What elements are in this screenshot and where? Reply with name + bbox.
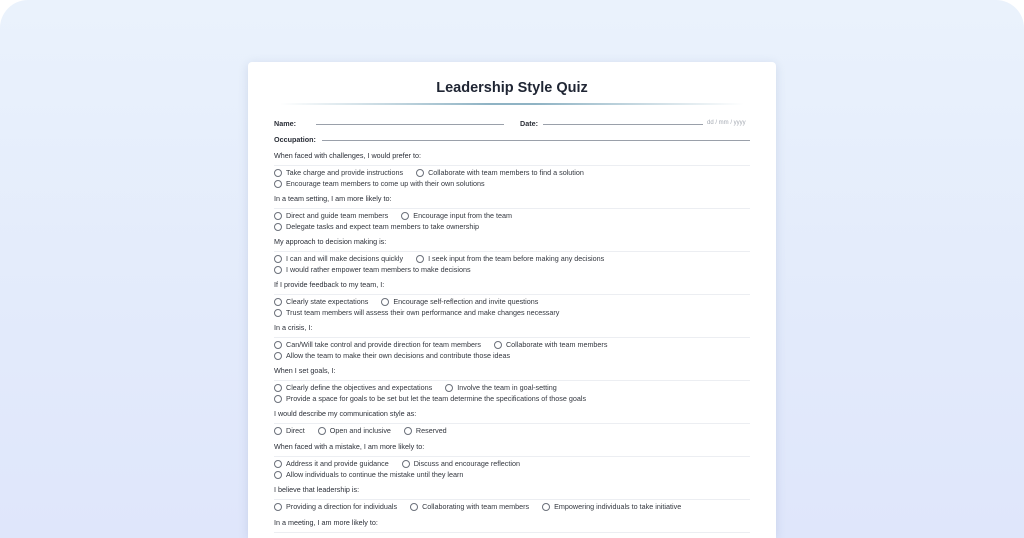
option-label: Take charge and provide instructions: [286, 168, 404, 177]
question-text: When faced with a mistake, I am more likely to:: [274, 442, 425, 451]
option-label: Trust team members will assess their own performance and make changes necessary: [286, 308, 560, 317]
answer-option[interactable]: [274, 470, 463, 479]
radio-button[interactable]: [274, 180, 282, 188]
option-label: Providing a direction for individuals: [286, 502, 398, 511]
answer-option[interactable]: [416, 168, 584, 177]
answer-option[interactable]: [274, 383, 432, 392]
option-label: Allow individuals to continue the mistake until they learn: [286, 470, 464, 479]
radio-button[interactable]: [274, 460, 282, 468]
question-text: In a team setting, I am more likely to:: [274, 194, 392, 203]
radio-button[interactable]: [445, 384, 453, 392]
option-label: Encourage self-reflection and invite questions: [393, 297, 539, 306]
radio-button[interactable]: [416, 169, 424, 177]
option-label: Collaborate with team members: [505, 340, 608, 349]
answer-option[interactable]: [274, 426, 305, 435]
answer-option[interactable]: [274, 211, 388, 220]
answer-option[interactable]: [318, 426, 391, 435]
radio-button[interactable]: [274, 427, 282, 435]
radio-button[interactable]: [274, 471, 282, 479]
option-label: Direct and guide team members: [286, 211, 389, 220]
radio-button[interactable]: [274, 352, 282, 360]
option-row: [274, 265, 484, 274]
option-label: Delegate tasks and expect team members to take ownership: [286, 222, 479, 231]
radio-button[interactable]: [381, 298, 389, 306]
date-placeholder: dd / mm / yyyy: [707, 120, 746, 126]
option-row: [274, 394, 599, 403]
answer-option[interactable]: [274, 222, 479, 231]
answer-option[interactable]: [274, 340, 481, 349]
occupation-label: Occupation:: [274, 135, 316, 144]
question-divider: [274, 532, 750, 533]
radio-button[interactable]: [318, 427, 326, 435]
answer-option[interactable]: [274, 297, 368, 306]
question-divider: [274, 165, 750, 166]
radio-button[interactable]: [410, 503, 418, 511]
option-row: [274, 222, 492, 231]
radio-button[interactable]: [274, 384, 282, 392]
radio-button[interactable]: [274, 341, 282, 349]
question-text: My approach to decision making is:: [274, 237, 387, 246]
question-divider: [274, 456, 750, 457]
option-label: Clearly state expectations: [286, 297, 369, 306]
answer-option[interactable]: [274, 265, 471, 274]
name-label: Name:: [274, 119, 296, 128]
option-label: Allow the team to make their own decisions and contribute those ideas: [286, 351, 511, 360]
quiz-document: [248, 62, 776, 538]
question-text: In a crisis, I:: [274, 323, 313, 332]
option-label: Reserved: [415, 426, 447, 435]
radio-button[interactable]: [274, 298, 282, 306]
option-label: I can and will make decisions quickly: [286, 254, 404, 263]
option-label: Empowering individuals to take initiative: [554, 502, 682, 511]
answer-option[interactable]: [274, 179, 485, 188]
question-text: When faced with challenges, I would prefer to:: [274, 151, 422, 160]
question-divider: [274, 423, 750, 424]
answer-option[interactable]: [494, 340, 607, 349]
radio-button[interactable]: [416, 255, 424, 263]
question-divider: [274, 251, 750, 252]
title-divider: [280, 103, 744, 105]
answer-option[interactable]: [274, 502, 397, 511]
option-label: Can/Will take control and provide direction for team members: [286, 340, 481, 349]
option-row: [274, 502, 694, 511]
radio-button[interactable]: [274, 503, 282, 511]
answer-option[interactable]: [404, 426, 447, 435]
radio-button[interactable]: [274, 309, 282, 317]
option-label: I seek input from the team before making any decisions: [428, 254, 605, 263]
question-text: I would describe my communication style as:: [274, 409, 417, 418]
option-label: Collaborating with team members: [422, 502, 530, 511]
date-label: Date:: [520, 119, 538, 128]
option-label: Encourage team members to come up with their own solutions: [286, 179, 485, 188]
option-label: Collaborate with team members to find a solution: [428, 168, 584, 177]
answer-option[interactable]: [274, 459, 389, 468]
radio-button[interactable]: [274, 212, 282, 220]
radio-button[interactable]: [274, 395, 282, 403]
radio-button[interactable]: [542, 503, 550, 511]
radio-button[interactable]: [274, 255, 282, 263]
answer-option[interactable]: [401, 211, 512, 220]
option-label: Clearly define the objectives and expectations: [286, 383, 433, 392]
question-divider: [274, 380, 750, 381]
option-row: [274, 383, 570, 392]
question-divider: [274, 499, 750, 500]
page-title: Leadership Style Quiz: [436, 80, 588, 96]
option-label: Open and inclusive: [329, 426, 391, 435]
answer-option[interactable]: [445, 383, 557, 392]
option-row: [274, 470, 476, 479]
answer-option[interactable]: [410, 502, 529, 511]
answer-option[interactable]: [274, 351, 510, 360]
answer-option[interactable]: [274, 308, 559, 317]
name-field[interactable]: [316, 124, 504, 125]
radio-button[interactable]: [402, 460, 410, 468]
option-row: [274, 340, 620, 349]
option-label: Involve the team in goal-setting: [457, 383, 557, 392]
option-row: [274, 459, 533, 468]
answer-option[interactable]: [402, 459, 520, 468]
radio-button[interactable]: [274, 266, 282, 274]
question-divider: [274, 208, 750, 209]
radio-button[interactable]: [494, 341, 502, 349]
option-label: Direct: [286, 426, 305, 435]
option-label: Discuss and encourage reflection: [413, 459, 520, 468]
option-row: [274, 308, 572, 317]
option-row: [274, 426, 460, 435]
radio-button[interactable]: [401, 212, 409, 220]
option-row: [274, 179, 498, 188]
option-label: Encourage input from the team: [413, 211, 512, 220]
option-row: [274, 297, 551, 306]
answer-option[interactable]: [274, 394, 586, 403]
radio-button[interactable]: [274, 223, 282, 231]
date-field[interactable]: [543, 124, 703, 125]
question-text: I believe that leadership is:: [274, 485, 360, 494]
answer-option[interactable]: [274, 168, 403, 177]
option-row: [274, 211, 525, 220]
question-divider: [274, 294, 750, 295]
question-text: In a meeting, I am more likely to:: [274, 518, 378, 527]
radio-button[interactable]: [274, 169, 282, 177]
question-text: When I set goals, I:: [274, 366, 336, 375]
radio-button[interactable]: [404, 427, 412, 435]
occupation-field[interactable]: [322, 140, 750, 141]
answer-option[interactable]: [381, 297, 538, 306]
option-label: Provide a space for goals to be set but let the team determine the specifications of those goals: [286, 394, 587, 403]
option-label: Address it and provide guidance: [286, 459, 389, 468]
option-row: [274, 168, 597, 177]
option-label: I would rather empower team members to make decisions: [286, 265, 471, 274]
option-row: [274, 254, 617, 263]
answer-option[interactable]: [416, 254, 604, 263]
answer-option[interactable]: [542, 502, 681, 511]
answer-option[interactable]: [274, 254, 403, 263]
question-divider: [274, 337, 750, 338]
question-text: If I provide feedback to my team, I:: [274, 280, 385, 289]
option-row: [274, 351, 523, 360]
